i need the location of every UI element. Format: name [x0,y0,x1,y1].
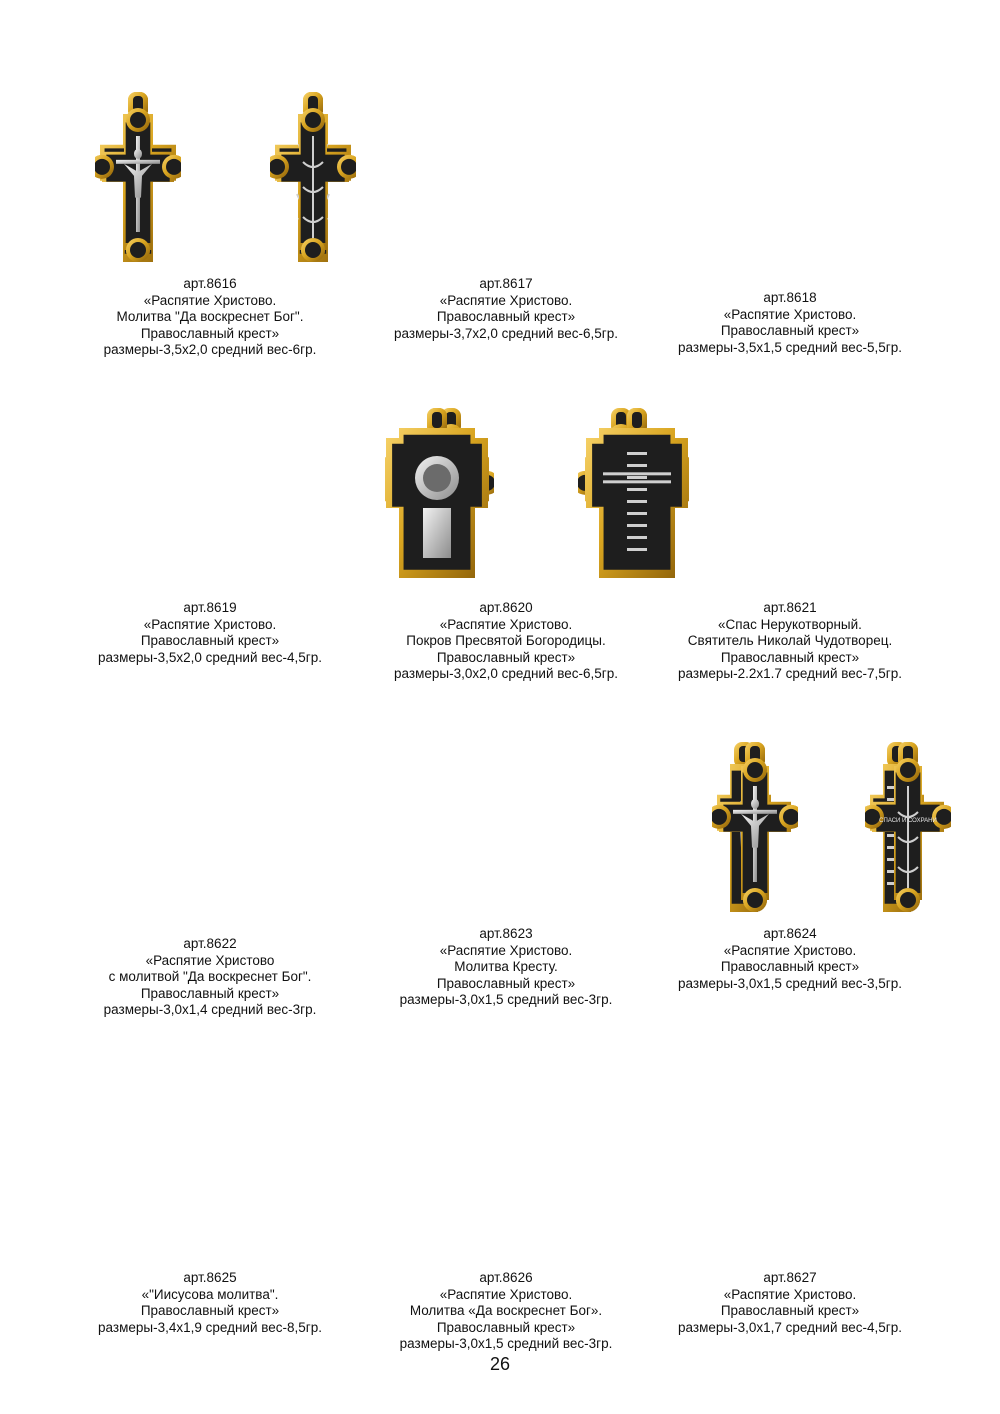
product-title-line: Православный крест» [140,1303,280,1318]
product-title-line: «Распятие Христово. [439,292,573,308]
product-card [356,1078,656,1351]
product-card [60,408,360,665]
size-weight: размеры-3,7х2,0 средний вес-6,5гр. [394,325,618,341]
cross-images [356,1078,656,1258]
product-caption [60,276,360,359]
product-title-line: Православный крест» [436,309,576,324]
size-weight: размеры-3,0х1,4 средний вес-3гр. [103,1002,317,1017]
cross-front-crucifix-icon [95,92,181,268]
product-title-line: Святитель Николай Чудотворец. [687,633,893,648]
product-title-line: «Распятие Христово. [439,616,573,632]
product-title-line: Православный крест» [436,649,576,665]
product-title-line: Православный крест» [436,975,576,991]
product-title-line: Молитва "Да воскреснет Бог". [116,309,304,324]
product-card [356,92,656,341]
product-title-line: Православный крест» [436,1319,576,1335]
product-card [60,1078,360,1335]
svg-text:СПАСИ И СОХРАНИ: СПАСИ И СОХРАНИ [879,817,937,824]
article-number: арт.8617 [479,276,533,291]
product-caption [356,926,656,1009]
cross-front-crucifix-icon [712,742,798,918]
page-number: 26 [489,1354,511,1374]
product-card [640,742,940,991]
product-title-line: «Распятие Христово. [723,1286,857,1302]
product-title-line: «Распятие Христово. [723,942,857,958]
product-title-line: «Распятие Христово. [143,616,277,632]
product-title-line: «Распятие Христово [145,952,275,968]
cross-images [60,1078,360,1258]
cross-back-prayer-text-icon [582,408,692,584]
article-number: арт.8616 [183,276,237,291]
product-caption [60,1270,360,1336]
article-number: арт.8618 [763,290,817,305]
product-caption [60,600,360,666]
size-weight: размеры-3,0х2,0 средний вес-6,5гр. [394,666,618,681]
article-number: арт.8624 [763,926,817,941]
product-title-line: Православный крест» [140,985,280,1001]
product-caption [640,600,940,683]
size-weight: размеры-3,0х1,5 средний вес-3гр. [399,992,613,1007]
product-title-line: Православный крест» [140,633,280,648]
product-title-line: «Распятие Христово. [439,942,573,958]
product-card [356,742,656,1007]
product-title-line: Православный крест» [720,959,860,974]
article-number: арт.8619 [183,600,237,615]
product-card [640,92,940,355]
product-title-line: Молитва «Да воскреснет Бог». [409,1303,603,1318]
product-title-line: Православный крест» [720,1303,860,1318]
cross-images [640,742,940,922]
product-title-line: с молитвой "Да воскреснет Бог". [108,969,312,984]
cross-back-ornament-icon [270,92,356,268]
article-number: арт.8620 [479,600,533,615]
cross-images [356,742,656,922]
cross-images [640,408,940,588]
cross-images [640,1078,940,1258]
product-card [60,742,360,1017]
product-caption [640,926,940,992]
product-title-line: «"Иисусова молитва". [141,1286,279,1302]
size-weight: размеры-3,5х2,0 средний вес-6гр. [103,342,317,357]
size-weight: размеры-3,0х1,5 средний вес-3гр. [399,1336,613,1351]
product-caption [640,1270,940,1336]
product-title-line: «Распятие Христово. [439,1286,573,1302]
product-caption [60,936,360,1019]
article-number: арт.8621 [763,600,817,615]
product-title-line: Покров Пресвятой Богородицы. [406,633,606,648]
article-number: арт.8627 [763,1270,817,1285]
cross-images [356,92,656,272]
article-number: арт.8625 [183,1270,237,1285]
product-title-line: Православный крест» [140,325,280,341]
product-title-line: Православный крест» [720,323,860,338]
size-weight: размеры-3,5х1,5 средний вес-5,5гр. [678,339,902,355]
article-number: арт.8622 [183,936,237,951]
product-title-line: Православный крест» [720,649,860,665]
cross-images [640,92,940,272]
product-title-line: «Распятие Христово. [723,306,857,322]
size-weight: размеры-3,5х2,0 средний вес-4,5гр. [98,649,322,665]
product-card [640,408,940,681]
size-weight: размеры-3,4х1,9 средний вес-8,5гр. [98,1319,322,1335]
product-title-line: «Распятие Христово. [143,292,277,308]
product-caption [356,600,656,683]
size-weight: размеры-3,0х1,7 средний вес-4,5гр. [678,1319,902,1335]
product-caption [356,1270,656,1353]
cross-back-ornament-icon [865,742,951,918]
cross-images [60,742,360,922]
product-caption [640,290,940,356]
product-title-line: Молитва Кресту. [454,959,558,974]
cross-images [60,408,360,588]
product-caption [356,276,656,342]
product-title-line: «Спас Нерукотворный. [718,616,862,632]
product-card [640,1078,940,1335]
article-number: арт.8623 [479,926,533,941]
article-number: арт.8626 [479,1270,533,1285]
size-weight: размеры-2.2х1.7 средний вес-7,5гр. [678,666,902,681]
cross-front-holy-face-icon [382,408,492,584]
size-weight: размеры-3,0х1,5 средний вес-3,5гр. [678,975,902,991]
